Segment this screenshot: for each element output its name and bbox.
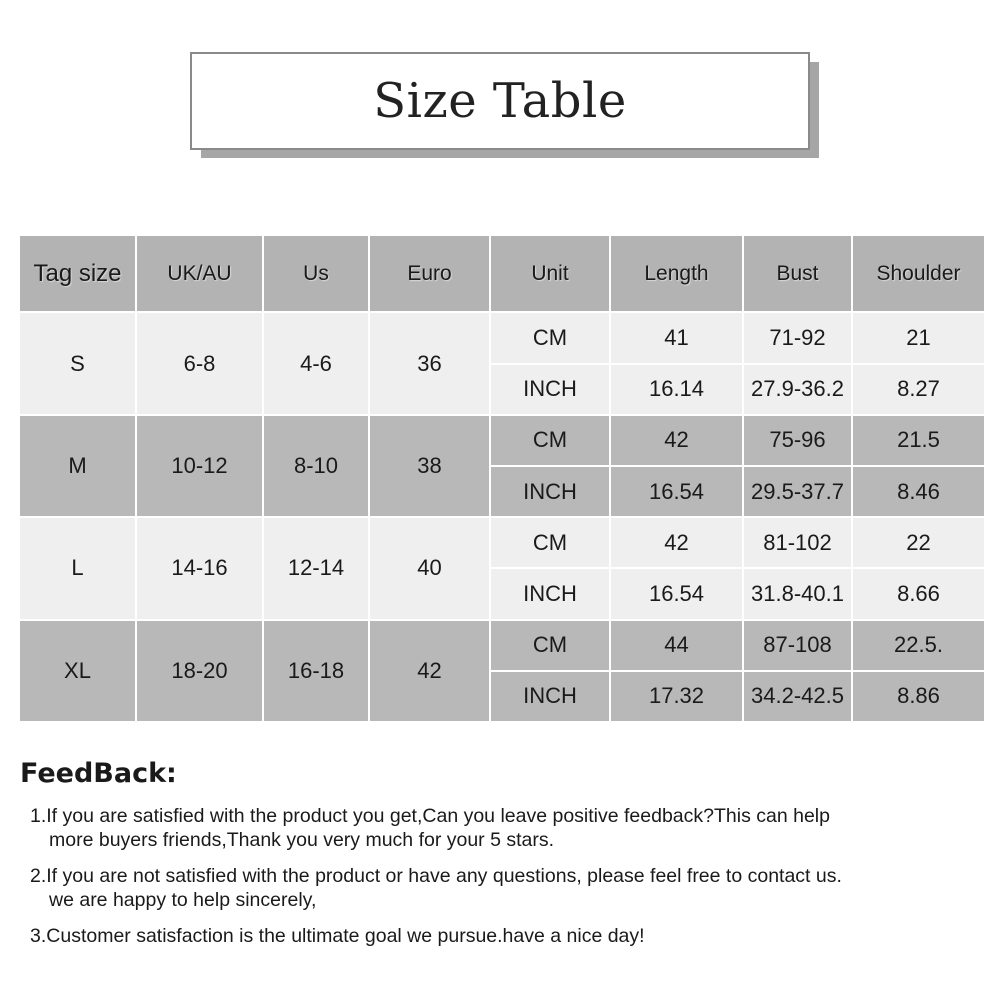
unit-cell: INCH	[490, 364, 610, 415]
length-cell: 44	[610, 620, 743, 671]
shoulder-cell: 8.46	[852, 466, 985, 517]
bust-cell: 34.2-42.5	[743, 671, 852, 722]
bust-cell: 29.5-37.7	[743, 466, 852, 517]
tag-size-cell: S	[19, 312, 136, 414]
unit-cell: INCH	[490, 466, 610, 517]
size-group-m	[19, 415, 985, 517]
uk-au-cell: 10-12	[136, 415, 263, 517]
bust-cell: 75-96	[743, 415, 852, 466]
feedback-line: 2.If you are not satisfied with the product or have any questions, please feel free to contact us.	[30, 865, 842, 887]
euro-cell: 36	[369, 312, 490, 414]
table-row	[19, 517, 985, 568]
shoulder-cell: 22	[852, 517, 985, 568]
title-box	[190, 52, 810, 150]
bust-cell: 31.8-40.1	[743, 568, 852, 619]
size-group-xl	[19, 620, 985, 722]
tag-size-cell: L	[19, 517, 136, 619]
shoulder-cell: 22.5.	[852, 620, 985, 671]
size-group-s	[19, 312, 985, 414]
euro-cell: 42	[369, 620, 490, 722]
length-cell: 16.14	[610, 364, 743, 415]
length-cell: 41	[610, 312, 743, 363]
header-tag-size: Tag size	[19, 235, 136, 312]
us-cell: 4-6	[263, 312, 369, 414]
unit-cell: CM	[490, 415, 610, 466]
size-group-l	[19, 517, 985, 619]
unit-cell: INCH	[490, 671, 610, 722]
table-header-row	[19, 235, 985, 312]
bust-cell: 87-108	[743, 620, 852, 671]
feedback-item-3	[30, 924, 960, 948]
length-cell: 16.54	[610, 568, 743, 619]
unit-cell: CM	[490, 312, 610, 363]
table-row	[19, 415, 985, 466]
uk-au-cell: 6-8	[136, 312, 263, 414]
uk-au-cell: 14-16	[136, 517, 263, 619]
tag-size-cell: M	[19, 415, 136, 517]
bust-cell: 81-102	[743, 517, 852, 568]
unit-cell: CM	[490, 517, 610, 568]
header-bust: Bust	[743, 235, 852, 312]
bust-cell: 71-92	[743, 312, 852, 363]
bust-cell: 27.9-36.2	[743, 364, 852, 415]
feedback-line: we are happy to help sincerely,	[49, 889, 317, 911]
header-us: Us	[263, 235, 369, 312]
us-cell: 8-10	[263, 415, 369, 517]
table-row	[19, 620, 985, 671]
shoulder-cell: 8.27	[852, 364, 985, 415]
feedback-line: 1.If you are satisfied with the product you get,Can you leave positive feedback?This can help	[30, 805, 830, 827]
table-row	[19, 312, 985, 363]
feedback-line: more buyers friends,Thank you very much for your 5 stars.	[49, 829, 555, 851]
header-length: Length	[610, 235, 743, 312]
length-cell: 16.54	[610, 466, 743, 517]
feedback-item-1	[30, 804, 960, 852]
euro-cell: 40	[369, 517, 490, 619]
length-cell: 42	[610, 517, 743, 568]
unit-cell: CM	[490, 620, 610, 671]
unit-cell: INCH	[490, 568, 610, 619]
euro-cell: 38	[369, 415, 490, 517]
header-shoulder: Shoulder	[852, 235, 985, 312]
page-title: Size Table	[373, 73, 627, 129]
header-uk-au: UK/AU	[136, 235, 263, 312]
shoulder-cell: 21	[852, 312, 985, 363]
us-cell: 12-14	[263, 517, 369, 619]
feedback-item-2	[30, 864, 960, 912]
shoulder-cell: 8.86	[852, 671, 985, 722]
length-cell: 17.32	[610, 671, 743, 722]
shoulder-cell: 21.5	[852, 415, 985, 466]
uk-au-cell: 18-20	[136, 620, 263, 722]
shoulder-cell: 8.66	[852, 568, 985, 619]
size-table	[18, 234, 986, 723]
header-unit: Unit	[490, 235, 610, 312]
feedback-heading: FeedBack:	[20, 758, 177, 789]
feedback-line: 3.Customer satisfaction is the ultimate goal we pursue.have a nice day!	[30, 925, 645, 947]
length-cell: 42	[610, 415, 743, 466]
header-euro: Euro	[369, 235, 490, 312]
us-cell: 16-18	[263, 620, 369, 722]
tag-size-cell: XL	[19, 620, 136, 722]
